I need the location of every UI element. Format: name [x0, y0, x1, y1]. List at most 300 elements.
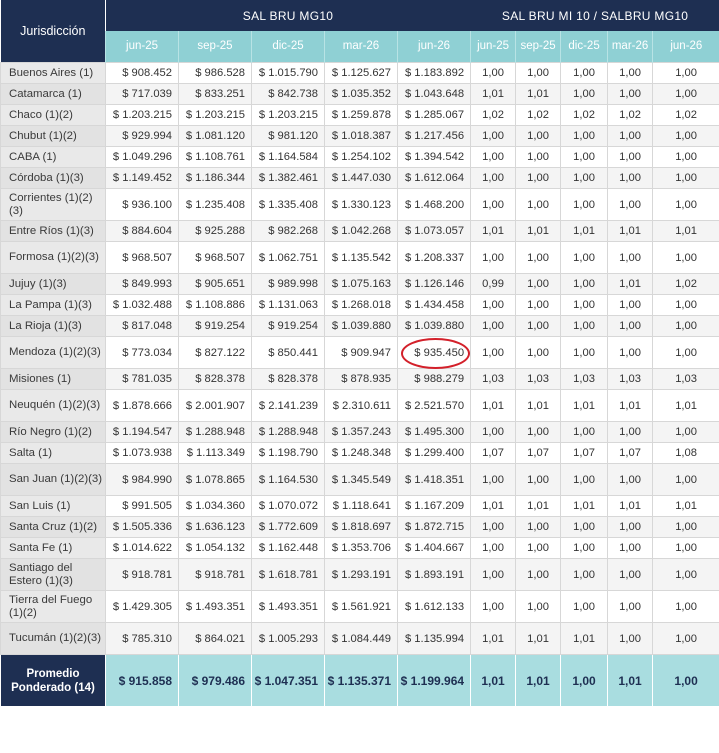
salary-cell: $ 1.135.994: [398, 623, 471, 655]
footer-ratio-cell: 1,00: [561, 655, 608, 707]
salary-cell: $ 1.034.360: [179, 496, 252, 517]
salary-cell: $ 1.447.030: [325, 168, 398, 189]
salary-cell: $ 849.993: [106, 274, 179, 295]
ratio-cell: 1,00: [653, 316, 719, 337]
footer-ratio-cell: 1,01: [471, 655, 516, 707]
ratio-cell: 1,07: [471, 443, 516, 464]
ratio-cell: 1,01: [653, 390, 719, 422]
salary-cell: $ 1.042.268: [325, 221, 398, 242]
jurisdiction-name: Corrientes (1)(2)(3): [1, 189, 106, 221]
salary-cell: $ 968.507: [106, 242, 179, 274]
period-header: mar-26: [325, 31, 398, 63]
salary-cell: $ 785.310: [106, 623, 179, 655]
salary-cell: $ 982.268: [252, 221, 325, 242]
salary-cell: $ 1.203.215: [106, 105, 179, 126]
ratio-cell: 1,03: [516, 369, 561, 390]
salary-cell: $ 1.186.344: [179, 168, 252, 189]
jurisdiction-name: Mendoza (1)(2)(3): [1, 337, 106, 369]
ratio-cell: 1,07: [561, 443, 608, 464]
salary-cell: $ 981.120: [252, 126, 325, 147]
footer-salary-cell: $ 979.486: [179, 655, 252, 707]
salary-cell: $ 1.108.761: [179, 147, 252, 168]
ratio-cell: 1,00: [653, 147, 719, 168]
ratio-cell: 1,03: [608, 369, 653, 390]
weighted-average-row: [1, 655, 719, 707]
ratio-cell: 1,00: [608, 295, 653, 316]
salary-cell: $ 908.452: [106, 63, 179, 84]
ratio-cell: 1,00: [608, 559, 653, 591]
salary-cell: $ 1.075.163: [325, 274, 398, 295]
salary-cell: $ 1.135.542: [325, 242, 398, 274]
salary-cell: $ 1.285.067: [398, 105, 471, 126]
jurisdiction-name: Jujuy (1)(3): [1, 274, 106, 295]
salary-cell: $ 1.235.408: [179, 189, 252, 221]
table-row: [1, 496, 719, 517]
ratio-cell: 1,00: [608, 517, 653, 538]
table-row: [1, 337, 719, 369]
salary-cell: $ 1.198.790: [252, 443, 325, 464]
ratio-cell: 1,01: [608, 221, 653, 242]
table-row: [1, 126, 719, 147]
table-row: [1, 443, 719, 464]
salary-cell: $ 1.893.191: [398, 559, 471, 591]
ratio-cell: 1,00: [471, 464, 516, 496]
ratio-cell: 1,00: [608, 126, 653, 147]
jurisdiction-header: Jurisdicción: [1, 0, 106, 63]
salary-cell: $ 919.254: [252, 316, 325, 337]
jurisdiction-name: Tucumán (1)(2)(3): [1, 623, 106, 655]
salary-cell: $ 1.131.063: [252, 295, 325, 316]
salary-cell: $ 1.126.146: [398, 274, 471, 295]
table-row: [1, 464, 719, 496]
salary-cell: $ 1.125.627: [325, 63, 398, 84]
salary-cell: $ 864.021: [179, 623, 252, 655]
salary-cell: $ 1.203.215: [179, 105, 252, 126]
salary-cell: $ 1.054.132: [179, 538, 252, 559]
ratio-cell: 1,01: [561, 390, 608, 422]
salary-cell: $ 773.034: [106, 337, 179, 369]
jurisdiction-name: Santiago del Estero (1)(3): [1, 559, 106, 591]
salary-cell: $ 988.279: [398, 369, 471, 390]
ratio-cell: 1,00: [561, 538, 608, 559]
salary-cell: $ 1.878.666: [106, 390, 179, 422]
ratio-cell: 1,01: [653, 496, 719, 517]
ratio-cell: 1,00: [516, 538, 561, 559]
salary-cell: $ 1.418.351: [398, 464, 471, 496]
footer-salary-cell: $ 1.199.964: [398, 655, 471, 707]
salary-cell: $ 919.254: [179, 316, 252, 337]
ratio-cell: 1,00: [516, 147, 561, 168]
table-row: [1, 168, 719, 189]
ratio-cell: 1,00: [608, 189, 653, 221]
salary-cell: $ 1.394.542: [398, 147, 471, 168]
salary-cell: $ 1.005.293: [252, 623, 325, 655]
ratio-cell: 1,01: [471, 496, 516, 517]
salary-cell: $ 1.345.549: [325, 464, 398, 496]
salary-cell: $ 1.084.449: [325, 623, 398, 655]
period-header: dic-25: [252, 31, 325, 63]
ratio-cell: 1,00: [653, 63, 719, 84]
ratio-period-header: jun-26: [653, 31, 719, 63]
ratio-cell: 1,00: [471, 538, 516, 559]
ratio-cell: 1,00: [471, 295, 516, 316]
ratio-group-header: SAL BRU MI 10 / SALBRU MG10: [471, 0, 719, 31]
salary-cell: $ 1.164.584: [252, 147, 325, 168]
table-row: [1, 274, 719, 295]
ratio-cell: 1,00: [471, 422, 516, 443]
ratio-cell: 1,02: [561, 105, 608, 126]
salary-cell: $ 827.122: [179, 337, 252, 369]
ratio-cell: 1,00: [561, 337, 608, 369]
salary-cell: $ 1.330.123: [325, 189, 398, 221]
salary-cell: $ 1.493.351: [252, 591, 325, 623]
ratio-cell: 1,07: [608, 443, 653, 464]
salary-cell: $ 1.288.948: [179, 422, 252, 443]
ratio-cell: 1,00: [516, 422, 561, 443]
ratio-cell: 1,00: [653, 126, 719, 147]
ratio-cell: 1,03: [471, 369, 516, 390]
ratio-cell: 1,00: [653, 168, 719, 189]
ratio-cell: 1,02: [516, 105, 561, 126]
salary-cell: $ 1.259.878: [325, 105, 398, 126]
ratio-cell: 1,00: [561, 168, 608, 189]
weighted-average-label: Promedio Ponderado (14): [1, 655, 106, 707]
ratio-cell: 1,00: [561, 126, 608, 147]
jurisdiction-name: La Pampa (1)(3): [1, 295, 106, 316]
salary-cell: $ 1.493.351: [179, 591, 252, 623]
salary-cell: $ 1.078.865: [179, 464, 252, 496]
salary-cell: $ 2.521.570: [398, 390, 471, 422]
ratio-cell: 1,01: [471, 390, 516, 422]
salary-cell: $ 1.043.648: [398, 84, 471, 105]
salary-cell: $ 1.772.609: [252, 517, 325, 538]
ratio-cell: 1,00: [471, 126, 516, 147]
ratio-cell: 1,00: [516, 242, 561, 274]
salary-cell: $ 1.872.715: [398, 517, 471, 538]
ratio-cell: 1,00: [561, 316, 608, 337]
ratio-period-header: jun-25: [471, 31, 516, 63]
ratio-cell: 1,00: [471, 63, 516, 84]
salary-cell: $ 1.118.641: [325, 496, 398, 517]
salary-cell: $ 1.073.938: [106, 443, 179, 464]
ratio-cell: 1,00: [608, 623, 653, 655]
ratio-cell: 1,08: [653, 443, 719, 464]
salary-cell: $ 1.018.387: [325, 126, 398, 147]
salary-cell: $ 1.429.305: [106, 591, 179, 623]
table-row: [1, 295, 719, 316]
table-row: [1, 390, 719, 422]
ratio-cell: 1,01: [653, 221, 719, 242]
ratio-cell: 1,00: [561, 84, 608, 105]
table-header: [1, 0, 719, 63]
ratio-cell: 1,00: [653, 464, 719, 496]
ratio-cell: 1,01: [561, 221, 608, 242]
salary-cell: $ 1.108.886: [179, 295, 252, 316]
salary-cell: $ 1.113.349: [179, 443, 252, 464]
table-row: [1, 422, 719, 443]
ratio-cell: 1,00: [561, 242, 608, 274]
ratio-cell: 1,00: [516, 316, 561, 337]
ratio-cell: 1,01: [516, 84, 561, 105]
ratio-cell: 1,00: [471, 189, 516, 221]
ratio-cell: 1,00: [608, 316, 653, 337]
footer-salary-cell: $ 1.135.371: [325, 655, 398, 707]
jurisdiction-name: La Rioja (1)(3): [1, 316, 106, 337]
salary-cell: $ 968.507: [179, 242, 252, 274]
ratio-cell: 1,00: [608, 84, 653, 105]
ratio-cell: 1,00: [516, 591, 561, 623]
period-header: jun-25: [106, 31, 179, 63]
salary-cell: $ 929.994: [106, 126, 179, 147]
salary-cell: $ 884.604: [106, 221, 179, 242]
ratio-cell: 1,00: [608, 464, 653, 496]
salary-cell: $ 1.183.892: [398, 63, 471, 84]
jurisdiction-name: Entre Ríos (1)(3): [1, 221, 106, 242]
salary-cell: $ 1.217.456: [398, 126, 471, 147]
ratio-cell: 1,02: [608, 105, 653, 126]
salary-cell: $ 1.618.781: [252, 559, 325, 591]
salary-cell: $ 925.288: [179, 221, 252, 242]
ratio-period-header: mar-26: [608, 31, 653, 63]
footer-ratio-cell: 1,01: [608, 655, 653, 707]
salary-cell: $ 1.353.706: [325, 538, 398, 559]
salary-cell: $ 1.015.790: [252, 63, 325, 84]
ratio-cell: 1,02: [653, 274, 719, 295]
salary-cell: $ 1.293.191: [325, 559, 398, 591]
salary-cell: $ 989.998: [252, 274, 325, 295]
salary-cell: $ 828.378: [252, 369, 325, 390]
ratio-cell: 1,01: [516, 390, 561, 422]
salary-cell: $ 1.335.408: [252, 189, 325, 221]
period-header: sep-25: [179, 31, 252, 63]
ratio-cell: 1,00: [516, 189, 561, 221]
jurisdiction-name: Formosa (1)(2)(3): [1, 242, 106, 274]
salary-cell: $ 905.651: [179, 274, 252, 295]
ratio-cell: 1,00: [561, 147, 608, 168]
salary-cell: $ 1.612.133: [398, 591, 471, 623]
jurisdiction-name: Neuquén (1)(2)(3): [1, 390, 106, 422]
jurisdiction-name: Chubut (1)(2): [1, 126, 106, 147]
jurisdiction-name: Río Negro (1)(2): [1, 422, 106, 443]
ratio-cell: 1,01: [516, 496, 561, 517]
salary-cell: $ 1.299.400: [398, 443, 471, 464]
ratio-cell: 1,07: [516, 443, 561, 464]
salary-cell: $ 1.248.348: [325, 443, 398, 464]
salary-cell: $ 1.014.622: [106, 538, 179, 559]
salary-cell: $ 1.149.452: [106, 168, 179, 189]
salary-cell: $ 1.164.530: [252, 464, 325, 496]
ratio-cell: 1,00: [516, 464, 561, 496]
ratio-cell: 1,01: [516, 221, 561, 242]
footer-ratio-cell: 1,00: [653, 655, 719, 707]
ratio-cell: 1,01: [608, 496, 653, 517]
ratio-cell: 1,00: [516, 559, 561, 591]
ratio-period-header: dic-25: [561, 31, 608, 63]
salary-cell: $ 1.081.120: [179, 126, 252, 147]
table-row: [1, 369, 719, 390]
ratio-cell: 1,00: [471, 316, 516, 337]
ratio-cell: 1,00: [471, 147, 516, 168]
ratio-cell: 1,01: [471, 84, 516, 105]
salary-cell: $ 878.935: [325, 369, 398, 390]
ratio-cell: 1,00: [608, 591, 653, 623]
ratio-cell: 1,00: [608, 422, 653, 443]
table-row: [1, 105, 719, 126]
ratio-cell: 1,03: [561, 369, 608, 390]
ratio-cell: 1,00: [608, 538, 653, 559]
ratio-cell: 1,01: [471, 623, 516, 655]
salary-cell: $ 717.039: [106, 84, 179, 105]
ratio-cell: 1,01: [608, 274, 653, 295]
table-row: [1, 84, 719, 105]
salary-cell: $ 1.162.448: [252, 538, 325, 559]
salary-cell: $ 1.434.458: [398, 295, 471, 316]
ratio-cell: 1,00: [471, 559, 516, 591]
salary-cell: $ 991.505: [106, 496, 179, 517]
ratio-cell: 1,00: [561, 189, 608, 221]
salary-cell: $ 1.357.243: [325, 422, 398, 443]
ratio-cell: 1,00: [561, 591, 608, 623]
salary-cell: $ 935.450: [398, 337, 471, 369]
ratio-cell: 1,00: [516, 126, 561, 147]
jurisdiction-name: Chaco (1)(2): [1, 105, 106, 126]
salary-group-header: SAL BRU MG10: [106, 0, 471, 31]
ratio-cell: 1,00: [516, 295, 561, 316]
ratio-cell: 1,00: [516, 63, 561, 84]
salary-cell: $ 1.612.064: [398, 168, 471, 189]
table-row: [1, 63, 719, 84]
ratio-cell: 1,00: [561, 63, 608, 84]
salary-cell: $ 1.167.209: [398, 496, 471, 517]
ratio-cell: 1,00: [653, 623, 719, 655]
ratio-cell: 1,01: [516, 623, 561, 655]
ratio-cell: 1,00: [471, 517, 516, 538]
table-row: [1, 517, 719, 538]
ratio-cell: 1,00: [653, 422, 719, 443]
salary-cell: $ 781.035: [106, 369, 179, 390]
ratio-cell: 1,00: [471, 242, 516, 274]
ratio-cell: 1,01: [608, 390, 653, 422]
table-row: [1, 242, 719, 274]
table-row: [1, 316, 719, 337]
salary-cell: $ 1.468.200: [398, 189, 471, 221]
ratio-cell: 1,00: [653, 517, 719, 538]
salary-cell: $ 833.251: [179, 84, 252, 105]
ratio-cell: 1,00: [608, 337, 653, 369]
salary-cell: $ 1.049.296: [106, 147, 179, 168]
table-row: [1, 147, 719, 168]
jurisdiction-name: Misiones (1): [1, 369, 106, 390]
ratio-cell: 1,00: [516, 168, 561, 189]
ratio-cell: 1,00: [516, 337, 561, 369]
jurisdiction-name: Santa Cruz (1)(2): [1, 517, 106, 538]
ratio-cell: 1,00: [516, 274, 561, 295]
table-body: [1, 63, 719, 655]
table-row: [1, 559, 719, 591]
salary-cell: $ 986.528: [179, 63, 252, 84]
period-header: jun-26: [398, 31, 471, 63]
ratio-cell: 1,00: [608, 63, 653, 84]
table-footer: [1, 655, 719, 707]
salary-cell: $ 1.495.300: [398, 422, 471, 443]
table-row: [1, 591, 719, 623]
ratio-cell: 1,00: [561, 517, 608, 538]
salary-cell: $ 1.818.697: [325, 517, 398, 538]
ratio-cell: 0,99: [471, 274, 516, 295]
ratio-cell: 1,00: [653, 591, 719, 623]
jurisdiction-name: Santa Fe (1): [1, 538, 106, 559]
ratio-cell: 1,00: [608, 242, 653, 274]
jurisdiction-name: Salta (1): [1, 443, 106, 464]
ratio-cell: 1,00: [561, 464, 608, 496]
jurisdiction-name: Catamarca (1): [1, 84, 106, 105]
ratio-cell: 1,03: [653, 369, 719, 390]
ratio-cell: 1,00: [561, 295, 608, 316]
ratio-cell: 1,00: [516, 517, 561, 538]
ratio-cell: 1,01: [471, 221, 516, 242]
salary-cell: $ 918.781: [106, 559, 179, 591]
table-row: [1, 538, 719, 559]
salary-cell: $ 1.039.880: [325, 316, 398, 337]
ratio-cell: 1,01: [561, 623, 608, 655]
ratio-cell: 1,02: [653, 105, 719, 126]
ratio-cell: 1,00: [561, 274, 608, 295]
salary-cell: $ 1.404.667: [398, 538, 471, 559]
salary-cell: $ 1.073.057: [398, 221, 471, 242]
salary-cell: $ 2.310.611: [325, 390, 398, 422]
salary-cell: $ 1.035.352: [325, 84, 398, 105]
ratio-cell: 1,01: [561, 496, 608, 517]
jurisdiction-name: CABA (1): [1, 147, 106, 168]
ratio-cell: 1,00: [653, 242, 719, 274]
salary-cell: $ 2.141.239: [252, 390, 325, 422]
salary-cell: $ 1.382.461: [252, 168, 325, 189]
salary-cell: $ 1.268.018: [325, 295, 398, 316]
jurisdiction-name: Tierra del Fuego (1)(2): [1, 591, 106, 623]
salary-cell: $ 1.254.102: [325, 147, 398, 168]
salary-cell: $ 1.039.880: [398, 316, 471, 337]
salary-cell: $ 1.194.547: [106, 422, 179, 443]
ratio-cell: 1,00: [653, 559, 719, 591]
salary-cell: $ 1.636.123: [179, 517, 252, 538]
ratio-cell: 1,02: [471, 105, 516, 126]
jurisdiction-name: Córdoba (1)(3): [1, 168, 106, 189]
ratio-cell: 1,00: [653, 295, 719, 316]
footer-ratio-cell: 1,01: [516, 655, 561, 707]
salary-cell: $ 1.505.336: [106, 517, 179, 538]
ratio-cell: 1,00: [608, 147, 653, 168]
ratio-cell: 1,00: [471, 168, 516, 189]
ratio-cell: 1,00: [471, 591, 516, 623]
jurisdiction-name: Buenos Aires (1): [1, 63, 106, 84]
ratio-cell: 1,00: [608, 168, 653, 189]
salary-cell: $ 1.203.215: [252, 105, 325, 126]
ratio-cell: 1,00: [561, 559, 608, 591]
footer-salary-cell: $ 915.858: [106, 655, 179, 707]
salary-cell: $ 1.208.337: [398, 242, 471, 274]
salary-cell: $ 2.001.907: [179, 390, 252, 422]
salary-cell: $ 1.032.488: [106, 295, 179, 316]
salary-cell: $ 1.062.751: [252, 242, 325, 274]
table-row: [1, 623, 719, 655]
ratio-cell: 1,00: [561, 422, 608, 443]
ratio-period-header: sep-25: [516, 31, 561, 63]
jurisdiction-name: San Juan (1)(2)(3): [1, 464, 106, 496]
salary-cell: $ 1.070.072: [252, 496, 325, 517]
ratio-cell: 1,00: [653, 538, 719, 559]
salary-cell: $ 909.947: [325, 337, 398, 369]
salary-cell: $ 918.781: [179, 559, 252, 591]
